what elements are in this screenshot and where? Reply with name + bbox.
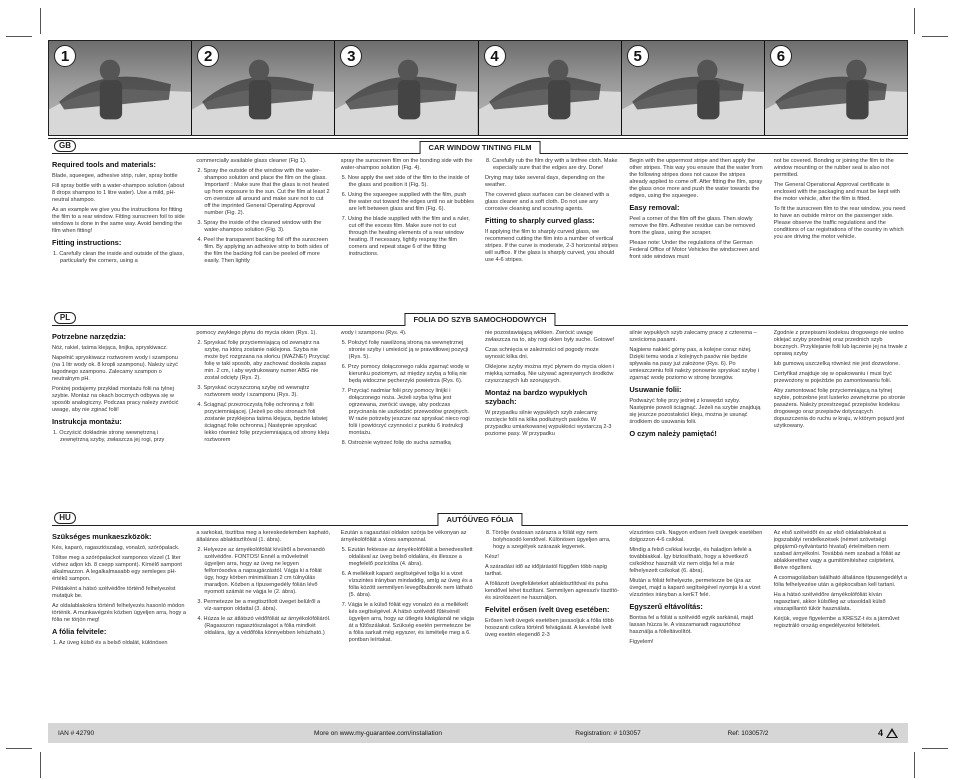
paragraph: Figyelem! <box>629 639 654 645</box>
section-header <box>52 512 908 526</box>
paragraph: Töltse meg a szórópalackot samponos vízzel (1 liter vízhez adjon kb. 8 csepp sampont). Kímélő sampont alkalmazzon. A legalkalmasabb egy semleges pH-értékű sampon. <box>52 555 182 582</box>
ian-number: IAN # 42790 <box>58 729 95 737</box>
paragraph: The covered glass surfaces can be cleaned with a glass cleaner and a soft cloth. Do not use any corrosive cleaning and scouring agents. <box>484 192 610 212</box>
instruction-step: 4. Húzza le az átlátszó védőfóliát az árnyékolófóliáról. (Ragasszon ragasztószalagot a fólia mindkét oldalára, így a védőfólia könnyebben lehúzható.) <box>197 616 331 636</box>
text-column <box>52 530 186 722</box>
paragraph: Ezután a ragasztási oldalon szórja be vékonyan az árnyékolófóliát a vízes samponnal. <box>340 530 467 543</box>
paragraph: Certyfikat znajduje się w opakowaniu i musi być przewożony w pojeździe po zamontowaniu folii. <box>773 371 892 384</box>
page-number-block <box>878 728 898 738</box>
paragraph: Fill spray bottle with a water-shampoo solution (about 8 drops shampoo to 1 litre water). Use a mild, pH-neutral shampoo. <box>52 183 185 203</box>
text-column <box>196 330 330 510</box>
reference-number: Ref: 103057/2 <box>727 729 769 737</box>
instruction-step: 5. Położyć folię nawilżoną stroną na wewnętrznej stronie szyby i umieścić ją w prawidłowej pozycji (Rys. 5). <box>341 340 469 360</box>
subheading: Fitting to sharply curved glass: <box>484 216 595 225</box>
instruction-step: 3. Permetezze be a megtisztított üveget belülről a víz-sampon oldattal (3. ábra). <box>197 599 321 612</box>
paragraph: Podważyć folię przy jednej z krawędzi szyby. Następnie powoli ściągnąć. Jeżeli na szybie znajdują się jeszcze pozostałości kleju, można je usunąć środkiem do usuwania folii. <box>629 398 761 425</box>
guarantee-link-text: More on www.my-guarantee.com/installation <box>314 729 442 737</box>
instruction-photo <box>49 41 191 135</box>
paragraph: commercially available glass cleaner (Fig 1). <box>196 158 307 164</box>
text-column <box>52 330 186 510</box>
paragraph: silnie wypukłych szyb zalecamy pracę z czterema – sześcioma pasami. <box>629 330 757 343</box>
text-column <box>485 158 619 310</box>
instruction-step: 1. Az üveg külső és a belső oldalát, különösen <box>53 640 168 646</box>
text-column <box>196 158 330 310</box>
section-header <box>52 312 908 326</box>
paragraph: spray the sunscreen film on the bonding side with the water-shampoo solution (Fig. 4). <box>340 158 473 171</box>
section-title: FOLIA DO SZYB SAMOCHODOWYCH <box>404 313 555 326</box>
instruction-photo <box>335 41 477 135</box>
subheading: Montaż na bardzo wypukłych szybach: <box>484 388 588 406</box>
paragraph: Kész! <box>484 554 499 560</box>
language-badge: HU <box>54 512 76 524</box>
instruction-step: 3. Spray the inside of the cleaned window with the water-shampoo solution (Fig. 3). <box>197 220 322 233</box>
instruction-step: 4. Peel the transparent backing foil off the sunscreen film. By applying an adhesive strip to both sides of the film the backing foil can be peeled off more easily. Then lightly <box>197 237 329 264</box>
instruction-photo <box>765 41 907 135</box>
language-badge: GB <box>54 140 76 152</box>
registration-number: Registration: # 103057 <box>575 729 641 737</box>
paragraph: Nóż, rakiel, taśma klejąca, linijka, spryskiwacz. <box>52 345 168 351</box>
step-number: 1 <box>54 45 76 67</box>
page-number: 4 <box>877 728 883 738</box>
instruction-step: 5. Now apply the wet side of the film to the inside of the glass and position it (Fig. 5). <box>341 175 470 188</box>
subheading: A fólia felvitele: <box>52 627 107 636</box>
text-columns <box>52 326 908 510</box>
paragraph: vízszintes csík. Nagyon erősen ívelt üvegek esetében dolgozzon 4-6 csíkkal. <box>629 530 763 543</box>
paragraph: Miután a fóliát felhelyezte, permetezze be újra az üveget, majd a kaparó segítségével nyomja ki a vizet vízszintes irányban a kerET felé. <box>629 578 761 598</box>
instruction-photo-strip <box>48 40 908 136</box>
paragraph: A száradási idő az időjárástól függően több napig tarthat. <box>484 564 607 577</box>
section-title: CAR WINDOW TINTING FILM <box>420 141 541 154</box>
subheading: Potrzebne narzędzia: <box>52 332 126 341</box>
instruction-step: 2. Spray the outside of the window with the water-shampoo solution and place the film on the glass. Important! : Make sure that the glass is not heated up from exposure to the sun. Cut the film at least 2 cm oversize all around and make sure not to cut off the imprinted General Operating Approval number (Fig. 2). <box>197 168 330 216</box>
step-number: 2 <box>197 45 219 67</box>
step-number: 5 <box>627 45 649 67</box>
paragraph: As an example we give you the instructions for fitting the film to a rear window. Fitting sunscreen foil to side windows is done in the same way. Avoid bending the film when fitting! <box>52 207 185 234</box>
instruction-step: 1. Oczyścić dokładnie stronę wewnętrzną i zewnętrzną szyby, zwłaszcza jej rogi, przy <box>53 430 165 443</box>
subheading: Easy removal: <box>629 203 680 212</box>
instruction-step: 2. Helyezze az árnyékolófóliát kívülről a bevonandó szélvédőre. FONTOS! Ennél a műveletnél ügyeljen arra, hogy az üveg ne legyen felforrósodva a napsugárzástól. Vágja ki a fóliát úgy, hogy körben minimálisan 2 cm túlnyúlás maradjon. Közben a típusengedély fólián lévő nyomott számát ne vágja le (2. ábra). <box>197 547 325 595</box>
paragraph: Kérjük, vegye figyelembe a KRESZ-t és a járművet regisztráló ország engedélyezési feltételeit. <box>773 616 900 629</box>
text-column <box>629 158 763 310</box>
paragraph: a sarkokat, tisztítsa meg a kereskedelemben kapható, általános ablaktisztítóval (1. ábra). <box>196 530 331 543</box>
section-header <box>52 140 908 154</box>
text-column <box>52 158 186 310</box>
paragraph: Az első szélvédőt és az első oldalablakokat a jogszabályi rendelkezések (német szövetségi gépjármű-nyilvántartó hivatal) értelmében nem szabad árnyékolni. Továbbá nem szabad a fóliát az ablakkerethez vagy a gumitömítéshez csípteteni, illetve rögzíteni. <box>773 530 901 571</box>
text-columns <box>52 154 908 310</box>
instruction-photo <box>622 41 764 135</box>
text-column <box>485 330 619 510</box>
paragraph: Blade, squeegee, adhesive strip, ruler, spray bottle <box>52 173 178 179</box>
paragraph: pomocy zwykłego płynu do mycia okien (Rys. 1). <box>196 330 317 336</box>
paragraph: Napełnić spryskiwacz roztworem wody i szamponu (na 1 litr wody ok. 8 kropli szamponu). Należy użyć łagodnego szamponu. Zalecamy szampon o neutralnym pH. <box>52 355 178 382</box>
instruction-step: 1. Carefully clean the inside and outside of the glass, particularly the corners, using a <box>53 251 184 264</box>
subheading: Felvitel erősen ívelt üveg esetében: <box>484 605 610 614</box>
paragraph: wody i szamponu (Rys. 4). <box>340 330 407 336</box>
section-title: AUTÓÜVEG FÓLIA <box>437 513 522 526</box>
instruction-step: 7. Przyciąć nadmiar folii przy pomocy linijki i dołączonego noża. Jeżeli szyba tylna jest ogrzewana, zwrócić uwagę, aby podczas przycinania nie uszkodzić przewodów grzejnych. W razie potrzeby jeszcze raz spryskać nieco rogi folii i powtórzyć czynności z punktu 6 instrukcji montażu. <box>341 388 470 436</box>
instruction-step: 5. Ezután fektesse az árnyékolófóliát a benedvesített oldalával az üveg belső oldalára, és illessze a megfelelő pozícióba (4. ábra). <box>341 547 473 567</box>
paragraph: Erősen ívelt üvegek esetében javasoljuk a fólia több hosszanti csíkra történő felvágását. A kevésbé ívelt üveg esetén elegendő 2-3 <box>484 618 614 638</box>
text-column <box>629 330 763 510</box>
subheading: Instrukcja montażu: <box>52 417 122 426</box>
paragraph: Bontsa fel a fóliát a szélvédő egyik sarkánál, majd lassan húzza le. A visszamaradt ragasztóhoz használja a fólieltávolítót. <box>629 615 754 635</box>
paragraph: Zgodnie z przepisami kodeksu drogowego nie wolno oklejać szyby przedniej oraz przednich szyb bocznych. Przyklejanie folii lub łączenie jej na trwałe z oprawą szyby <box>773 330 908 357</box>
paragraph: W przypadku silnie wypukłych szyb zalecamy rozcięcie folii na kilka podłużnych pasków. W przypadku umiarkowanej wypukłości wystarczą 2-3 poziome pasy. W przypadku <box>484 410 612 437</box>
text-column <box>485 530 619 722</box>
language-badge: PL <box>54 312 76 324</box>
text-column <box>196 530 330 722</box>
paragraph: Peel a corner of the film off the glass. Then slowly remove the film. Adhesive residue can be removed from the glass, using the scraper. <box>629 216 755 236</box>
warning-triangle-icon <box>886 728 898 738</box>
paragraph: Please note: Under the regulations of the German Federal Office of Motor Vehicles the windscreen and front side windows must <box>629 240 759 260</box>
instruction-step: 2. Spryskać folię przyciemniającą od zewnątrz na szybę, na którą zostanie naklejona. Szyba nie może być rozgrzana na słońcu (WAŻNE!) Przyciąć folię w taki sposób, aby zachować dookoła zapas min. 2 cm, i aby wydrukowany numer ABG nie został odcięty (Rys. 2). <box>197 340 330 381</box>
paragraph: Drying may take several days, depending on the weather. <box>484 175 605 188</box>
text-column <box>341 158 475 310</box>
instruction-step: 8. Törölje óvatosan szárazra a fóliát egy nem bolyhosodó kendővel. Különösen ügyeljen arra, hogy a szegélyek szárazak legyenek. <box>485 530 611 550</box>
instruction-step: 6. A mellékelt kaparó segítségével toljja ki a vizet vízszintes irányban mindaddig, amíg az üveg és a fólia között semmilyen levegőbuborék nem látható (5. ábra). <box>341 571 473 598</box>
paragraph: Aby zamontować folię przyciemniającą na tylnej szybie, potrzebne jest lusterko zewnętrzne po stronie pasażera. Należy przestrzegać przepisów kodeksu drogowego oraz przepisów dotyczących dopuszczenia do ruchu w kraju, w którym pojazd jest użytkowany. <box>773 388 906 429</box>
paragraph: If applying the film to sharply curved glass, we recommend cutting the film into a number of vertical stripes. If the curve is moderate, 2-3 horizontal stripes will suffice. If the glass is sharply curved, you should use 4-6 stripes. <box>484 229 619 263</box>
instruction-step: 8. Carefully rub the film dry with a lintfree cloth. Make especially sure that the edges are dry. Done! <box>485 158 618 171</box>
paragraph: Oklejone szyby można myć płynem do mycia okien i miękką szmatką. Nie używać agresywnych środków czyszczących lub szorujących. <box>484 364 615 384</box>
top-rule <box>48 138 908 139</box>
paragraph: A csomagolásban található általános típusengedélyt a fólia felhelyezése után a gépkocsiban kell tartani. <box>773 575 908 588</box>
instruction-step: 3. Spryskać oczyszczoną szybę od wewnątrz roztworem wody i szamponu (Rys. 3). <box>197 385 310 398</box>
text-column <box>774 330 908 510</box>
instruction-step: 8. Ostrożnie wytrzeć folię do sucha szmatką <box>341 440 451 446</box>
paragraph: The General Operational Approval certificate is enclosed with the packaging and must be kept with the motor vehicle, after the film is fitted. <box>773 182 900 202</box>
paragraph: Kés, kaparó, ragasztószalag, vonalzó, szórópalack. <box>52 545 180 551</box>
instruction-step: 7. Using the blade supplied with the film and a ruler, cut off the excess film. Make sure not to cut through the heating elements of a rear window heating. If necessary, lightly respray the film corners and repeat stage 6 of the fitting instructions. <box>341 216 470 257</box>
text-column <box>774 158 908 310</box>
instruction-step: 4. Ściągnąć przezroczystą folię ochronną z folii przyciemniającej. (Jeżeli po obu stronach foli zostanie przyklejona taśma klejąca, będzie łatwiej ściągnąć folie ochronna.) Następnie spryskać lekko również folię przyciemniającą od strony kleju roztworem <box>197 402 330 443</box>
step-number: 6 <box>770 45 792 67</box>
subheading: O czym należy pamiętać! <box>629 429 717 438</box>
text-columns <box>52 526 908 722</box>
paragraph: Poniżej podajemy przykład montażu folii na tylnej szybie. Montaż na okach bocznych odbywa się w sposób analogiczny. Podczas pracy należy zwrócić uwagę, aby nie zginać folii! <box>52 386 179 413</box>
paragraph: nie pozostawiającą włókien. Zwrócić uwagę zwłaszcza na to, aby rogi okien były suche. Gotowe! <box>484 330 615 343</box>
instruction-photo <box>192 41 334 135</box>
text-column <box>774 530 908 722</box>
paragraph: A fóliázott üvegfelületeket ablaktisztítóval és puha kendővel lehet tisztítani. Semmilyen agresszív tisztító- és súrolószert ne használjon. <box>484 581 619 601</box>
paragraph: lub gumową uszczelką również nie jest dozwolone. <box>773 361 900 367</box>
subheading: Szükséges munkaeszközök: <box>52 532 152 541</box>
footer-bar <box>48 723 908 743</box>
paragraph: To fit the sunscreen film to the rear window, you need to have an outside mirror on the passenger side. Please observe the traffic regulations and the conditions of car registrations of the country in which you are driving the motor vehicle. <box>773 206 906 240</box>
subheading: Required tools and materials: <box>52 160 156 169</box>
instruction-photo <box>479 41 621 135</box>
subheading: Egyszerű eltávolítás: <box>629 602 703 611</box>
text-column <box>629 530 763 722</box>
paragraph: not be covered. Bonding or joining the film to the window mounting or the rubber seal is also not permitted. <box>773 158 894 178</box>
instruction-step: 6. Przy pomocy dołączonego rakla zgarnąć wodę w kierunku poziomym, aż między szybą a folią nie będą widoczne pęcherzyki powietrza (Rys. 6). <box>341 364 470 384</box>
section-hu <box>52 512 908 722</box>
section-pl <box>52 312 908 510</box>
paragraph: Példaként a hátsó szélvédőre történő felhelyezést mutatjuk be. <box>52 586 176 599</box>
paragraph: Ha a hátsó szélvédőre árnyékolófóliát kíván ragasztani, akkor külsőleg az utasoldali külső visszapillantó tükör használata. <box>773 592 886 612</box>
text-column <box>341 530 475 722</box>
instruction-step: 6. Using the squeegee supplied with the film, push the water out toward the edges until no air bubbles are left between glass and film (Fig. 6). <box>341 192 474 212</box>
section-gb <box>52 140 908 310</box>
paragraph: Az oldalablakokra történő felhelyezés hasonló módon történik. A munkavégzés közben ügyeljen arra, hogy a fólia ne törjön meg! <box>52 603 187 623</box>
instruction-step: 7. Vágja le a külső fóliát egy vonalzó és a mellékelt kés segítségével. A hátsó szélvédő fűtésénél ügyeljen arra, hogy az ütlegés kivágásnál ne vágja át a fűtőszálakat. Szükség esetén permetezze be a fólia sarkait még egyszer, és ismételje meg a 6. pontban leírtakat. <box>341 602 474 643</box>
paragraph: Mindig a felső csíkkal kezdje, és haladjon lefelé a továbbiakkal. Így biztosítható, hogy a következő csíkokhoz használt víz nem oldja fel a már felhelyezett csíkokat (6. ábra). <box>629 547 752 574</box>
subheading: Usuwanie folii: <box>629 385 682 394</box>
subheading: Fitting instructions: <box>52 238 122 247</box>
step-number: 3 <box>340 45 362 67</box>
step-number: 4 <box>484 45 506 67</box>
text-column <box>341 330 475 510</box>
paragraph: Begin with the uppermost stripe and then apply the other stripes. This way you ensure that the water from the following stripes does not cause the stripes already applied to come off. After fitting the film, spray the glass once more and push the water towards the edges, using the squeegee. <box>629 158 763 199</box>
paragraph: Czas schnięcia w zależności od pogody może wynosić kilka dni. <box>484 347 599 360</box>
paragraph: Najpierw nakleić górny pas, a kolejne coraz niżej. Dzięki temu woda z kolejnych pasów nie będzie spływała na pasy już założone (Rys. 6). Po umieszczeniu folii należy ponownie spryskać szybę i zgarnąć wodę poziomo w stronę brzegów. <box>629 347 759 381</box>
